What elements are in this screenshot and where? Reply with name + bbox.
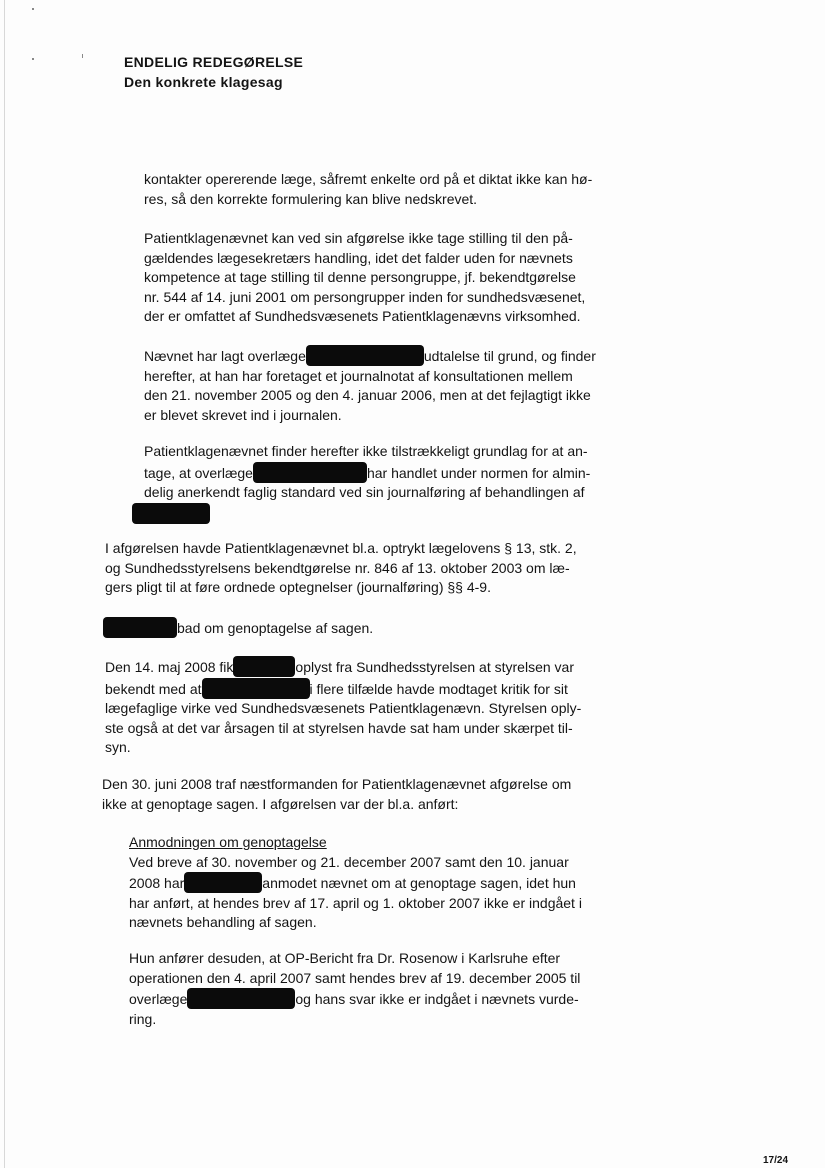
text-line (105, 678, 581, 700)
document-subtitle: Den konkrete klagesag (124, 74, 283, 90)
paragraph-5 (105, 539, 577, 598)
text-line (103, 617, 373, 639)
redacted-name (103, 617, 177, 638)
text-line: nr. 544 af 14. juni 2001 om persongrupper inden for sundhedsvæsenet, (144, 288, 586, 305)
text-line: ring. (129, 1010, 157, 1027)
scan-speck (32, 58, 34, 60)
text-span: udtalelse til grund, og finder (423, 348, 596, 364)
text-line (144, 503, 590, 525)
text-line: syn. (105, 739, 131, 756)
text-line (105, 656, 581, 678)
text-span: har handlet under normen for almin- (366, 464, 591, 481)
text-span: tage, at overlæge (144, 464, 253, 481)
text-line: og Sundhedsstyrelsens bekendtgørelse nr. 846 af 13. oktober 2003 om læ- (105, 559, 570, 576)
paragraph-6 (103, 617, 373, 639)
redacted-name (132, 503, 210, 524)
text-line: gældendes lægesekretærs handling, idet det falder uden for nævnets (144, 249, 573, 266)
scan-speck (82, 54, 83, 58)
text-span: bekendt med at (105, 680, 202, 697)
paragraph-1 (144, 170, 592, 209)
text-line: delig anerkendt faglig standard ved sin journalføring af behandlingen af (144, 484, 585, 501)
redacted-name (253, 462, 367, 483)
text-line: Hun anfører desuden, at OP-Bericht fra Dr. Rosenow i Karlsruhe efter (129, 950, 561, 966)
text-line: Ved breve af 30. november og 21. december 2007 samt den 10. januar (129, 853, 569, 870)
text-line: har anført, at hendes brev af 17. april og 1. oktober 2007 ikke er indgået i (129, 894, 582, 911)
redacted-name (184, 872, 262, 893)
text-line (144, 345, 596, 367)
paragraph-8 (102, 775, 571, 814)
text-line: nævnets behandling af sagen. (129, 914, 317, 931)
paragraph-3 (144, 345, 596, 425)
text-span: overlæge (129, 991, 188, 1008)
text-line: ste også at det var årsagen til at styrelsen havde sat ham under skærpet til- (105, 719, 573, 736)
redacted-name (306, 345, 424, 366)
redacted-name (202, 678, 310, 699)
scan-speck (32, 8, 34, 10)
text-span: bad om genoptagelse af sagen. (177, 620, 374, 636)
text-span: i flere tilfælde havde modtaget kritik for sit (309, 680, 568, 697)
text-line: Patientklagenævnet kan ved sin afgørelse ikke tage stilling til den på- (144, 230, 573, 246)
text-line (129, 872, 582, 894)
document-title: ENDELIG REDEGØRELSE (124, 54, 304, 70)
redacted-name (187, 988, 295, 1009)
text-line (144, 462, 590, 484)
text-line (129, 988, 580, 1010)
paragraph-2 (144, 229, 585, 327)
text-line: kompetence at tage stilling til denne persongruppe, jf. bekendtgørelse (144, 269, 576, 286)
quoted-paragraph-2 (129, 949, 580, 1029)
text-span: oplyst fra Sundhedsstyrelsen at styrelsen var (295, 659, 574, 675)
scan-margin-line (4, 0, 5, 1168)
text-line: Den 30. juni 2008 traf næstformanden for Patientklagenævnet afgørelse om (102, 776, 572, 792)
text-span: 2008 har (129, 875, 185, 892)
paragraph-7 (105, 656, 581, 758)
quoted-paragraph-1 (129, 833, 582, 933)
text-span: Den 14. maj 2008 fik (105, 659, 234, 675)
text-line: I afgørelsen havde Patientklagenævnet bl.a. optrykt lægelovens § 13, stk. 2, (105, 540, 577, 556)
page-number: 17/24 (763, 1155, 789, 1166)
text-line: gers pligt til at føre ordnede optegnelser (journalføring) §§ 4-9. (105, 579, 491, 596)
text-line: den 21. november 2005 og den 4. januar 2006, men at det fejlagtigt ikke (144, 387, 591, 404)
text-line: herefter, at han har foretaget et journalnotat af konsultationen mellem (144, 367, 573, 384)
text-line: ikke at genoptage sagen. I afgørelsen var der bl.a. anført: (102, 795, 459, 812)
text-span: anmodet nævnet om at genoptage sagen, idet hun (262, 875, 576, 892)
section-heading: Anmodningen om genoptagelse (129, 834, 327, 850)
text-span: og hans svar ikke er indgået i nævnets vurde- (295, 991, 579, 1008)
paragraph-4 (144, 442, 590, 524)
text-line: kontakter opererende læge, såfremt enkelte ord på et diktat ikke kan hø- (144, 171, 593, 187)
text-line: der er omfattet af Sundhedsvæsenets Patientklagenævns virksomhed. (144, 308, 581, 325)
redacted-name (233, 656, 295, 677)
text-line: er blevet skrevet ind i journalen. (144, 406, 342, 423)
text-line: Patientklagenævnet finder herefter ikke tilstrækkeligt grundlag for at an- (144, 443, 588, 459)
text-line: operationen den 4. april 2007 samt hendes brev af 19. december 2005 til (129, 969, 581, 986)
text-line: lægefaglige virke ved Sundhedsvæsenets Patientklagenævn. Styrelsen oply- (105, 700, 582, 717)
text-span: Nævnet har lagt overlæge (144, 348, 306, 364)
text-line: res, så den korrekte formulering kan blive nedskrevet. (144, 190, 478, 207)
